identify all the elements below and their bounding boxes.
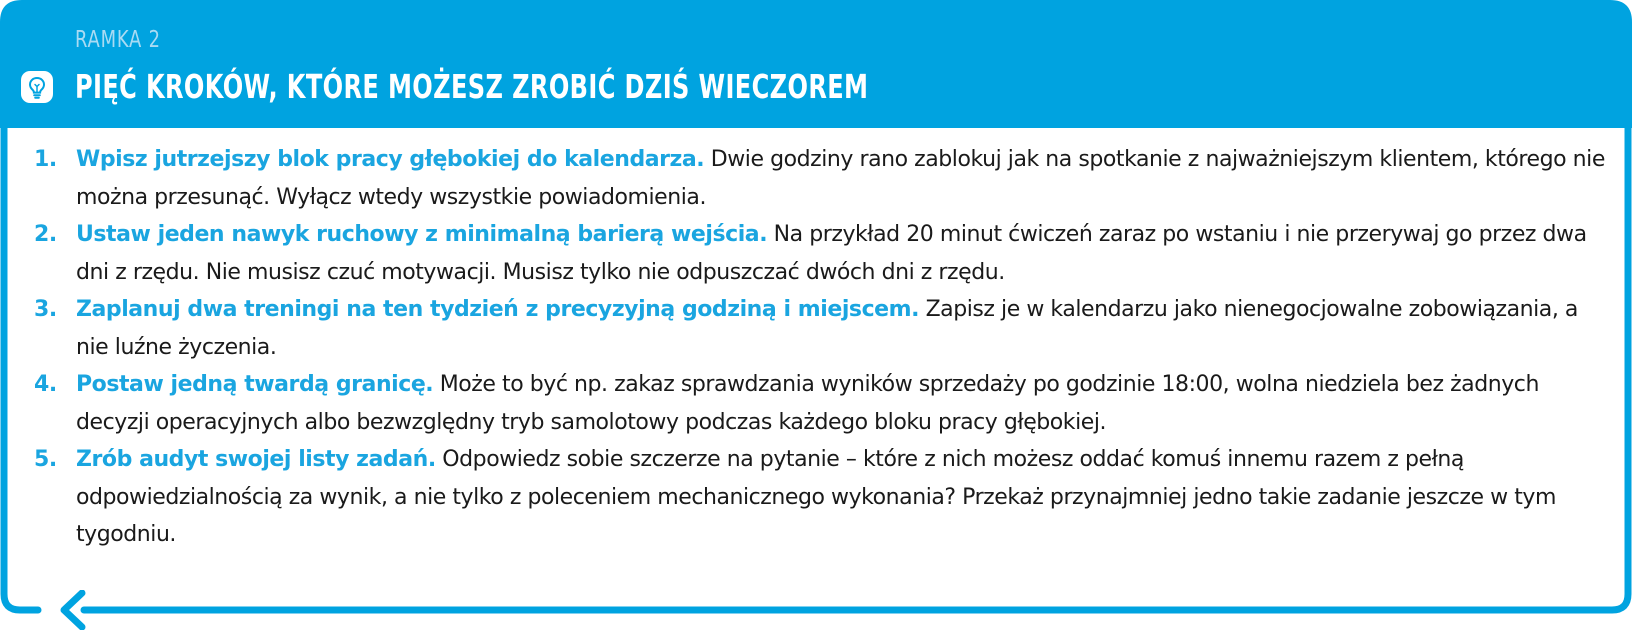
step-lead: Zaplanuj dwa treningi na ten tydzień z precyzyjną godziną i miejscem. — [76, 297, 920, 322]
step-number: 1. — [34, 147, 57, 172]
step-body: Na przykład 20 minut ćwiczeń zaraz po wstaniu i nie przerywaj go przez dwa dni z rzędu. Nie musisz czuć motywacji. Musisz tylko nie odpuszczać dwóch dni z rzędu. — [76, 222, 1587, 285]
step-body: Odpowiedz sobie szczerze na pytanie – które z nich możesz oddać komuś innemu razem z pełną odpowiedzialnością za wynik, a nie tylko z poleceniem mechanicznego wykonania? Przekaż przynajmniej jedno takie zadanie jeszcze w tym tygodniu. — [76, 447, 1556, 547]
step-item — [30, 216, 1605, 291]
step-item — [30, 366, 1605, 441]
step-item — [30, 141, 1605, 216]
step-item — [30, 441, 1605, 554]
step-number: 3. — [34, 297, 57, 322]
step-lead: Wpisz jutrzejszy blok pracy głębokiej do kalendarza. — [76, 147, 705, 172]
step-number: 4. — [34, 372, 57, 397]
step-body: Zapisz je w kalendarzu jako nienegocjowalne zobowiązania, a nie luźne życzenia. — [76, 297, 1578, 360]
step-lead: Ustaw jeden nawyk ruchowy z minimalną barierą wejścia. — [76, 222, 768, 247]
box-title: PIĘĆ KROKÓW, KTÓRE MOŻESZ ZROBIĆ DZIŚ WIECZOREM — [75, 67, 869, 106]
box-header — [0, 0, 1632, 129]
step-item — [30, 291, 1605, 366]
step-body: Dwie godziny rano zablokuj jak na spotkanie z najważniejszym klientem, którego nie można przesunąć. Wyłącz wtedy wszystkie powiadomienia. — [76, 147, 1605, 210]
step-body: Może to być np. zakaz sprawdzania wyników sprzedaży po godzinie 18:00, wolna niedziela bez żadnych decyzji operacyjnych albo bezwzględny tryb samolotowy podczas każdego bloku pracy głębokiej. — [76, 372, 1539, 435]
step-lead: Zrób audyt swojej listy zadań. — [76, 447, 436, 472]
step-lead: Postaw jedną twardą granicę. — [76, 372, 434, 397]
arrow-left-icon — [58, 590, 92, 630]
lightbulb-icon — [21, 71, 53, 103]
box-kicker: RAMKA 2 — [75, 27, 161, 53]
steps-list — [30, 141, 1605, 554]
step-number: 5. — [34, 447, 57, 472]
step-number: 2. — [34, 222, 57, 247]
